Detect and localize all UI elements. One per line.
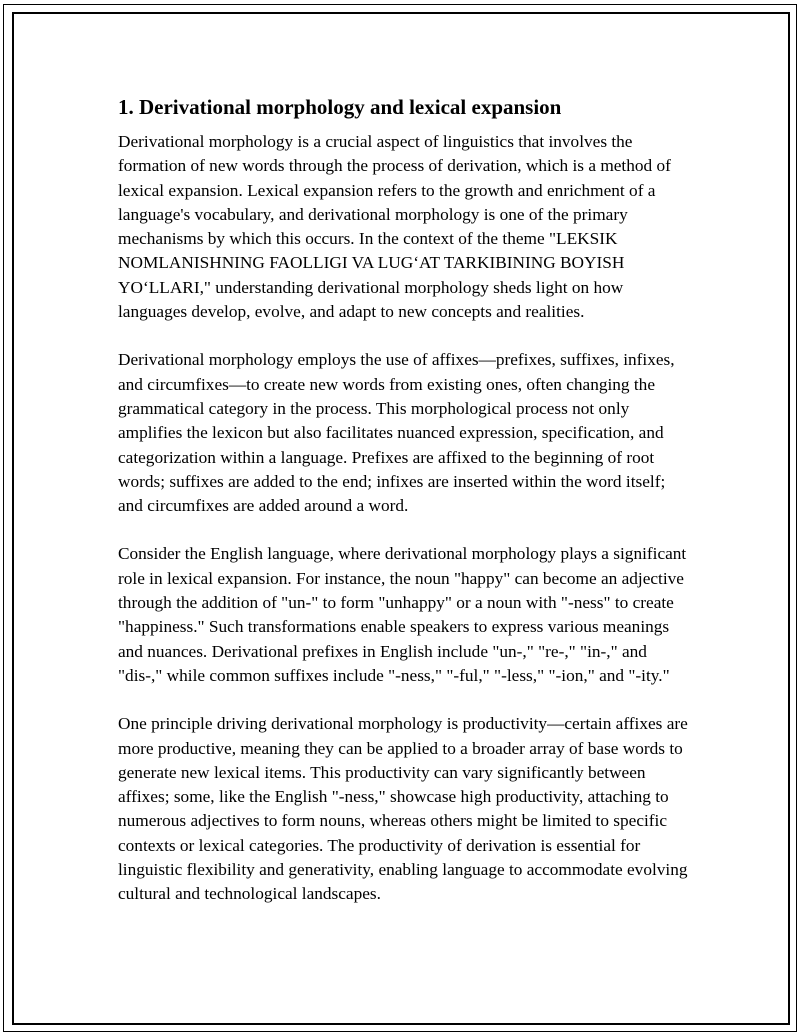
paragraph-4: One principle driving derivational morphology is productivity—certain affixes are more productive, meaning they can be applied to a broader array of base words to generate new lexical items. This productivity can vary significantly between affixes; some, like the English "-ness," showcase high productivity, attaching to numerous adjectives to form nouns, whereas others might be limited to specific contexts or lexical categories. The productivity of derivation is essential for linguistic flexibility and generativity, enabling language to accommodate evolving cultural and technological landscapes. [118,714,688,904]
paragraph-1: Derivational morphology is a crucial aspect of linguistics that involves the formation of new words through the process of derivation, which is a method of lexical expansion. Lexical expansion refers to the growth and enrichment of a language's vocabulary, and derivational morphology is one of the primary mechanisms by which this occurs. In the context of the theme "LEKSIK NOMLANISHNING FAOLLIGI VA LUG‘AT TARKIBINING BOYISH YO‘LLARI," understanding derivational morphology sheds light on how languages develop, evolve, and adapt to new concepts and realities. [118,132,671,322]
paragraph-2: Derivational morphology employs the use of affixes—prefixes, suffixes, infixes, and circumfixes—to create new words from existing ones, often changing the grammatical category in the process. This morphological process not only amplifies the lexicon but also facilitates nuanced expression, specification, and categorization within a language. Prefixes are affixed to the beginning of root words; suffixes are added to the end; infixes are inserted within the word itself; and circumfixes are added around a word. [118,350,675,516]
document-body [118,94,688,931]
paragraph-3: Consider the English language, where derivational morphology plays a significant role in lexical expansion. For instance, the noun "happy" can become an adjective through the addition of "un-" to form "unhappy" or a noun with "-ness" to create "happiness." Such transformations enable speakers to express various meanings and nuances. Derivational prefixes in English include "un-," "re-," "in-," and "dis-," while common suffixes include "-ness," "-ful," "-less," "-ion," and "-ity." [118,544,687,685]
section-title: 1. Derivational morphology and lexical expansion [118,95,562,119]
